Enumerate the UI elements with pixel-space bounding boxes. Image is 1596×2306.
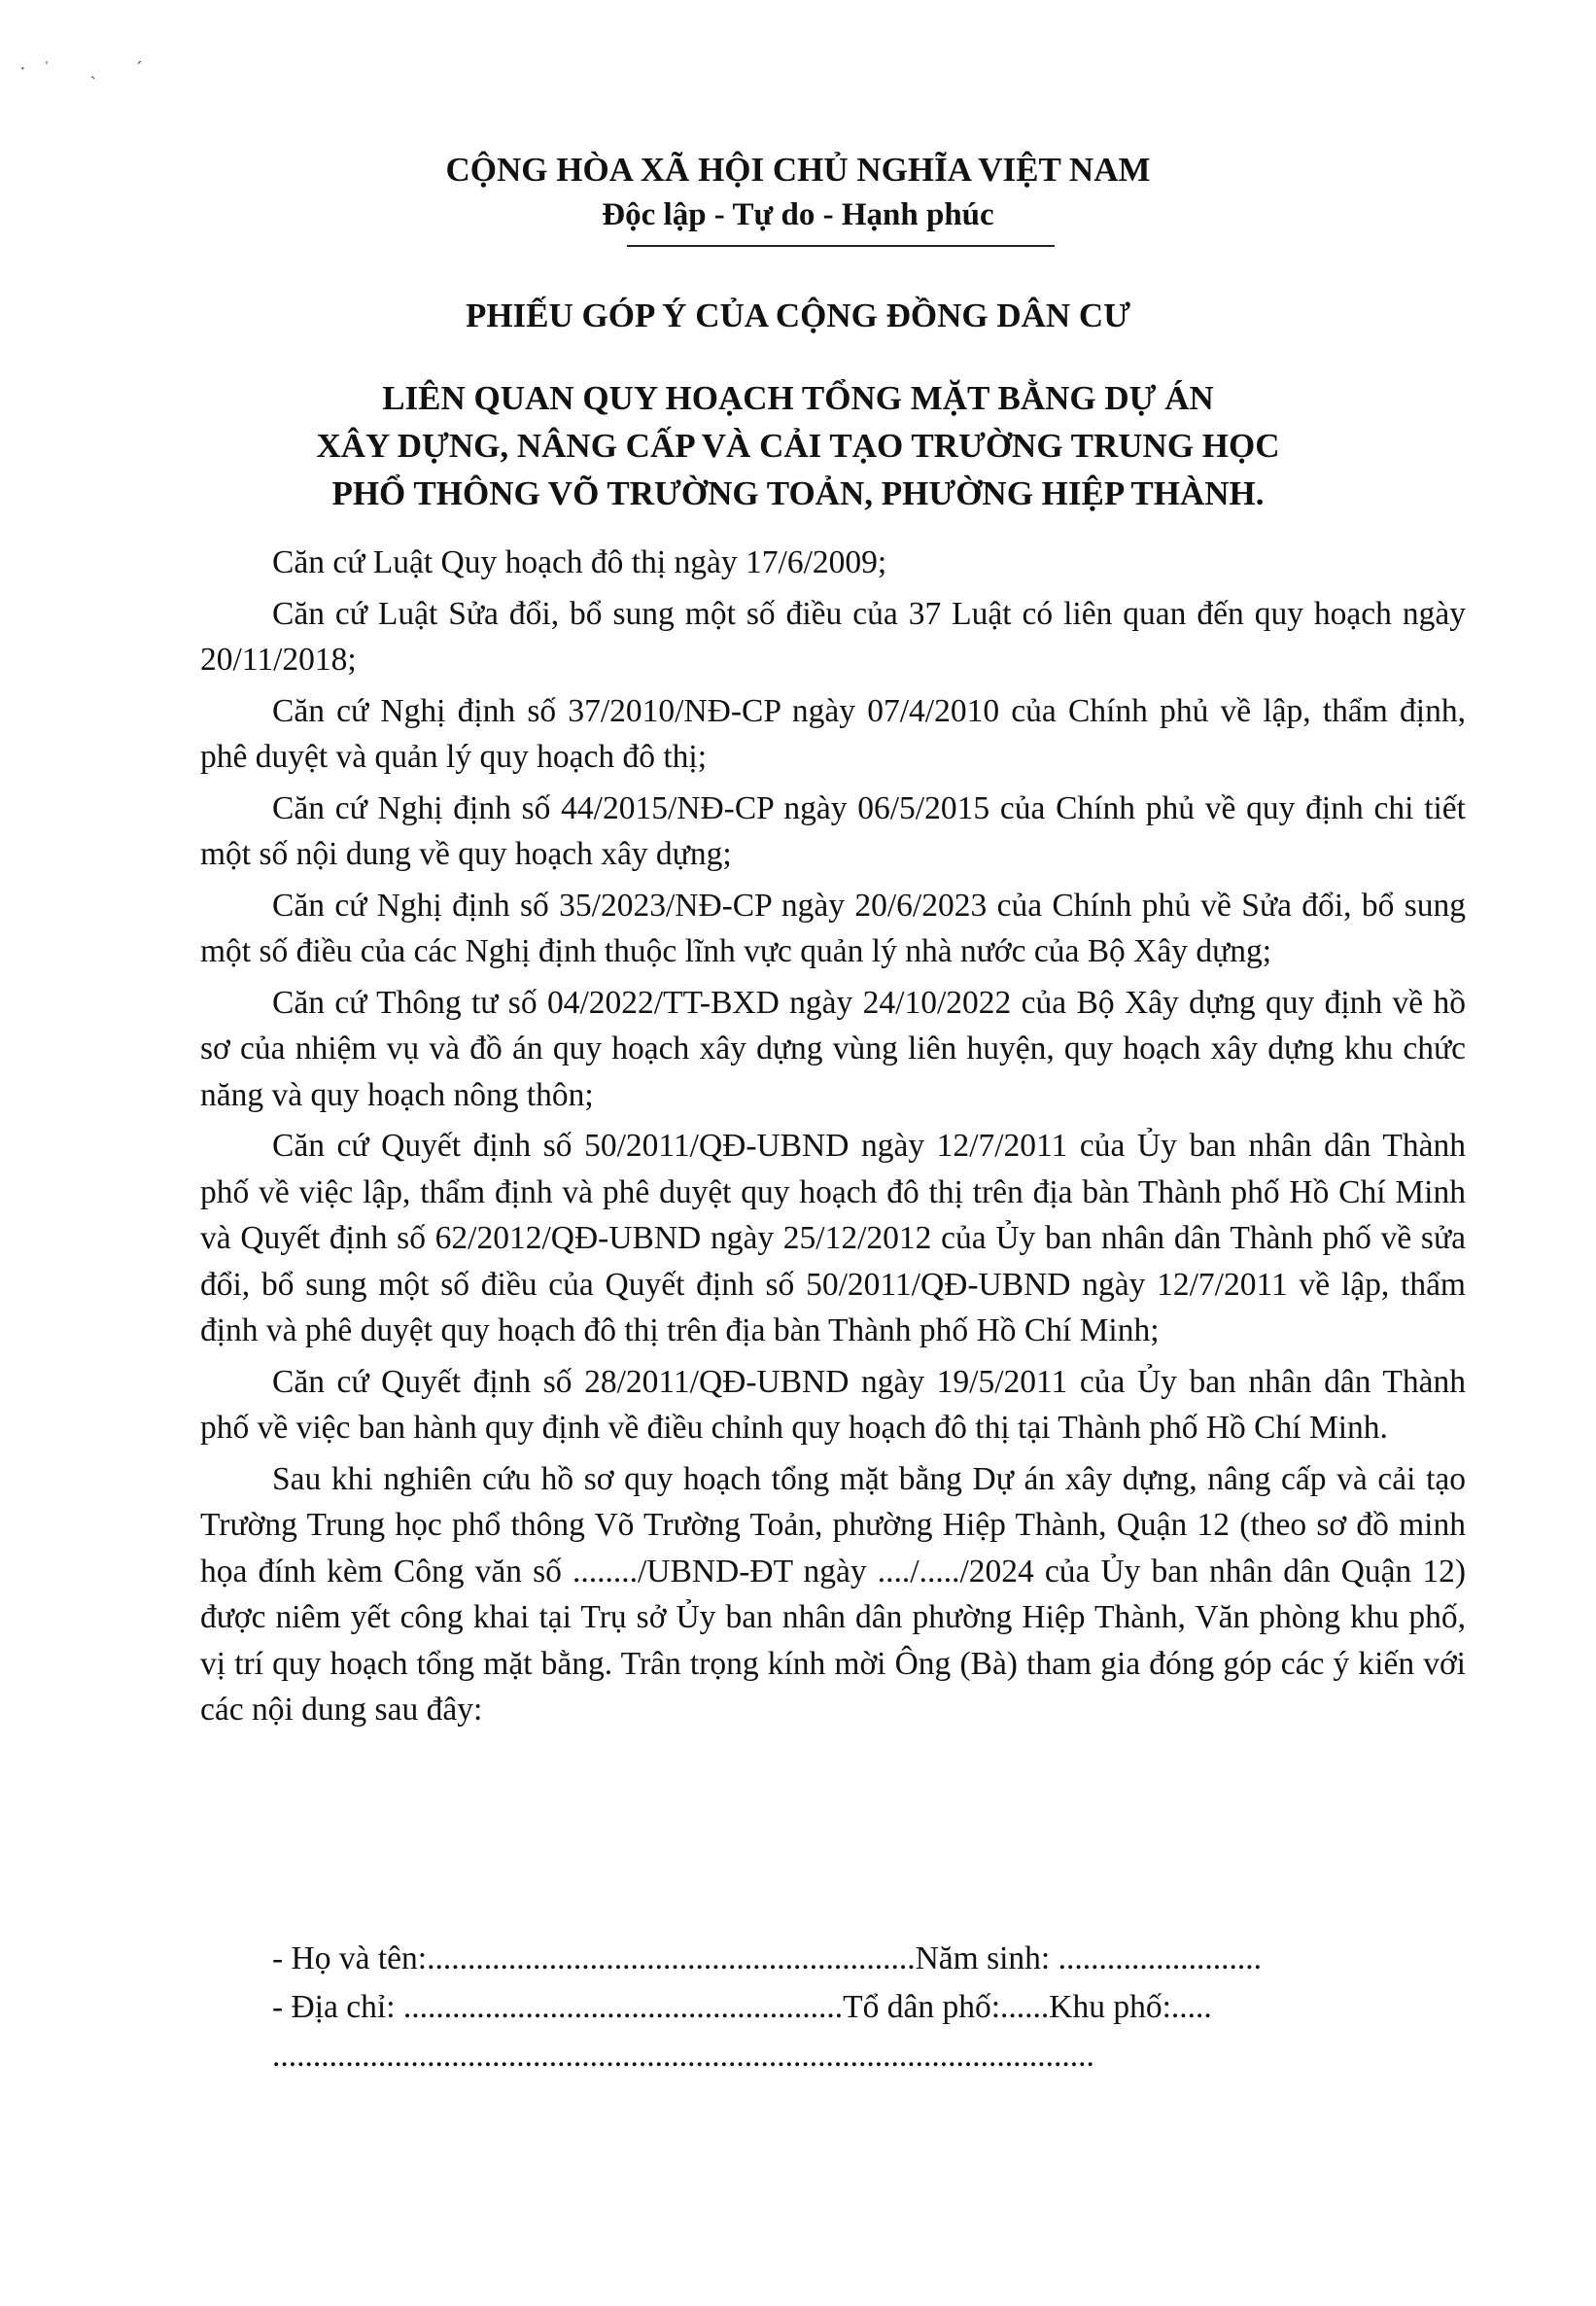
- legal-basis-paragraph: Căn cứ Quyết định số 28/2011/QĐ-UBND ngày 19/5/2011 của Ủy ban nhân dân Thành phố về việc ban hành quy định về điều chỉnh quy hoạch đô thị tại Thành phố Hồ Chí Minh.: [200, 1363, 1466, 1446]
- document-title: PHIẾU GÓP Ý CỦA CỘNG ĐỒNG DÂN CƯ: [465, 297, 1131, 334]
- form-row-name: [272, 1935, 1468, 1983]
- subtitle-line: LIÊN QUAN QUY HOẠCH TỔNG MẶT BẰNG DỰ ÁN: [382, 379, 1214, 417]
- document-subtitle: [0, 374, 1596, 517]
- form-row-continuation: [272, 2032, 1468, 2080]
- scan-speck-marks: ·ˈ ˏ ˊ: [19, 58, 160, 80]
- motto-heading: Độc lập - Tự do - Hạnh phúc: [602, 197, 994, 232]
- country-heading: CỘNG HÒA XÃ HỘI CHỦ NGHĨA VIỆT NAM: [445, 151, 1151, 189]
- legal-basis-paragraph: Căn cứ Nghị định số 35/2023/NĐ-CP ngày 20/6/2023 của Chính phủ về Sửa đổi, bổ sung một số điều của các Nghị định thuộc lĩnh vực quản lý nhà nước của Bộ Xây dựng;: [200, 887, 1466, 969]
- birth-year-field[interactable]: Năm sinh: .........................: [915, 1940, 1262, 1976]
- motto-underline: [627, 245, 1055, 247]
- address-field[interactable]: - Địa chỉ: ......................................................: [272, 1989, 844, 2025]
- invitation-paragraph: Sau khi nghiên cứu hồ sơ quy hoạch tổng mặt bằng Dự án xây dựng, nâng cấp và cải tạo Trường Trung học phổ thông Võ Trường Toản, phường Hiệp Thành, Quận 12 (theo sơ đồ minh họa đính kèm Công văn số ......../UBND-ĐT ngày ..../...../2024 của Ủy ban nhân dân Quận 12) được niêm yết công khai tại Trụ sở Ủy ban nhân dân phường Hiệp Thành, Văn phòng khu phố, vị trí quy hoạch tổng mặt bằng. Trân trọng kính mời Ông (Bà) tham gia đóng góp các ý kiến với các nội dung sau đây:: [200, 1460, 1466, 1728]
- legal-basis-paragraph: Căn cứ Nghị định số 37/2010/NĐ-CP ngày 07/4/2010 của Chính phủ về lập, thẩm định, phê duyệt và quản lý quy hoạch đô thị;: [200, 692, 1466, 775]
- respondent-info-form: [272, 1935, 1468, 2080]
- legal-basis-paragraph: Căn cứ Quyết định số 50/2011/QĐ-UBND ngày 12/7/2011 của Ủy ban nhân dân Thành phố về việc lập, thẩm định và phê duyệt quy hoạch đô thị trên địa bàn Thành phố Hồ Chí Minh và Quyết định số 62/2012/QĐ-UBND ngày 25/12/2012 của Ủy ban nhân dân Thành phố về sửa đổi, bổ sung một số điều của Quyết định số 50/2011/QĐ-UBND ngày 12/7/2011 về lập, thẩm định và phê duyệt quy hoạch đô thị trên địa bàn Thành phố Hồ Chí Minh;: [200, 1128, 1466, 1348]
- quarter-field[interactable]: Khu phố:.....: [1049, 1989, 1212, 2025]
- legal-basis-paragraph: Căn cứ Thông tư số 04/2022/TT-BXD ngày 24/10/2022 của Bộ Xây dựng quy định về hồ sơ của nhiệm vụ và đồ án quy hoạch xây dựng vùng liên huyện, quy hoạch xây dựng khu chức năng và quy hoạch nông thôn;: [200, 984, 1466, 1113]
- legal-basis-paragraph: Căn cứ Luật Quy hoạch đô thị ngày 17/6/2009;: [272, 544, 887, 580]
- subtitle-line: XÂY DỰNG, NÂNG CẤP VÀ CẢI TẠO TRƯỜNG TRUNG HỌC: [316, 427, 1280, 465]
- legal-basis-paragraph: Căn cứ Luật Sửa đổi, bổ sung một số điều của 37 Luật có liên quan đến quy hoạch ngày 20/11/2018;: [200, 595, 1466, 678]
- residential-group-field[interactable]: Tổ dân phố:......: [843, 1989, 1050, 2025]
- legal-basis-paragraph: Căn cứ Nghị định số 44/2015/NĐ-CP ngày 06/5/2015 của Chính phủ về quy định chi tiết một số nội dung về quy hoạch xây dựng;: [200, 789, 1466, 872]
- form-row-address: [272, 1983, 1468, 2032]
- full-name-field[interactable]: - Họ và tên:............................................................: [272, 1940, 916, 1976]
- address-continuation-field[interactable]: .....................................................................................................: [272, 2038, 1094, 2074]
- document-body: [200, 540, 1466, 1738]
- subtitle-line: PHỔ THÔNG VÕ TRƯỜNG TOẢN, PHƯỜNG HIỆP THÀNH.: [331, 474, 1265, 512]
